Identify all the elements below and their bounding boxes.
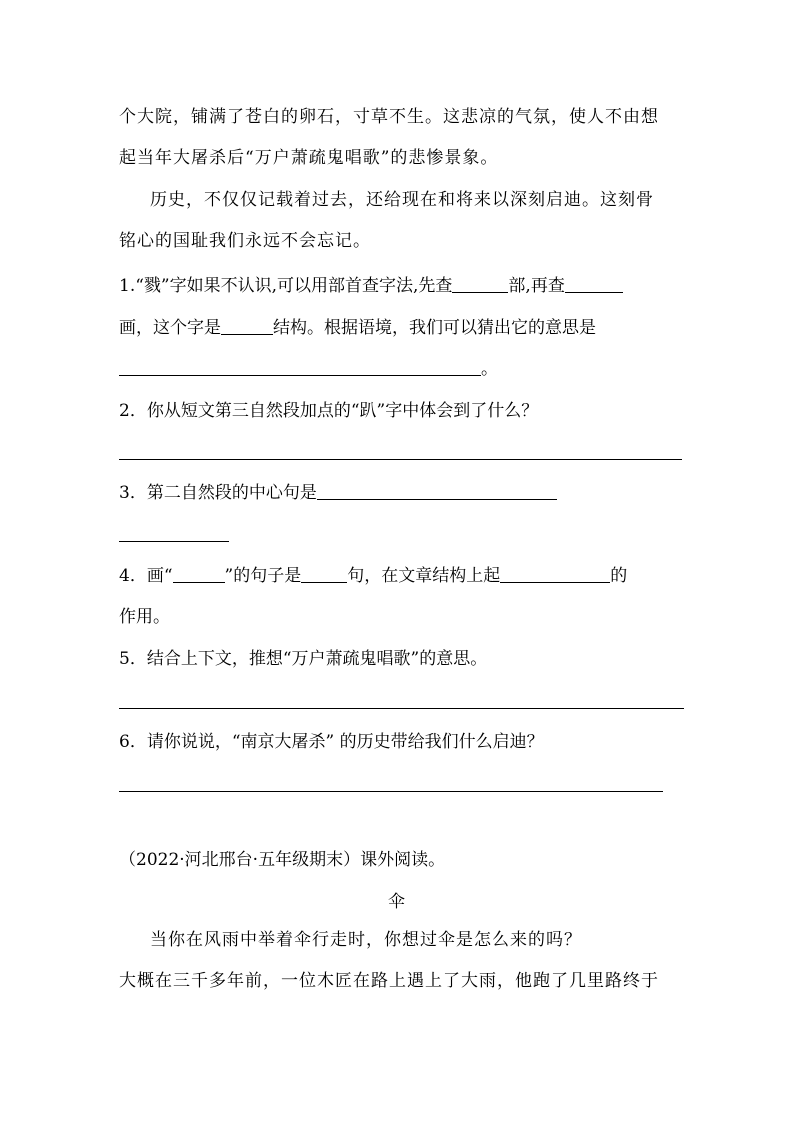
question-4-line-1 — [119, 565, 627, 587]
q1-text-d: 结构。根据语境，我们可以猜出它的意思是 — [273, 318, 596, 338]
q6-answer-line[interactable] — [119, 791, 663, 792]
question-4-line-2: 作用。 — [119, 607, 170, 627]
q1-text-end: 。 — [481, 359, 498, 379]
q1-text-b: 部,再查 — [508, 276, 565, 296]
q4-blank-mark[interactable] — [173, 566, 225, 583]
passage-line-4: 铭心的国耻我们永远不会忘记。 — [119, 231, 371, 251]
q4-text-b: ”的句子是 — [224, 566, 302, 586]
q1-blank-strokes[interactable] — [565, 276, 623, 293]
q4-blank-type[interactable] — [301, 566, 347, 583]
question-6: 6．请你说说，“南京大屠杀” 的历史带给我们什么启迪？ — [119, 732, 544, 752]
question-2: 2．你从短文第三自然段加点的“趴”字中体会到了什么？ — [119, 401, 539, 421]
section-paragraph-1: 当你在风雨中举着伞行走时，你想过伞是怎么来的吗？ — [150, 930, 582, 950]
section-source: （2022·河北邢台·五年级期末）课外阅读。 — [119, 850, 446, 870]
question-1-line-2 — [119, 317, 596, 339]
question-1-line-1 — [119, 275, 623, 297]
question-1-line-3 — [119, 358, 498, 380]
q4-text-c: 句，在文章结构上起 — [347, 566, 501, 586]
question-3 — [119, 482, 557, 504]
q1-text-a: 1.“戮”字如果不认识,可以用部首查字法,先查 — [119, 276, 453, 296]
q3-text: 3．第二自然段的中心句是 — [119, 483, 317, 503]
q4-blank-role[interactable] — [500, 566, 610, 583]
q3-blank-1[interactable] — [317, 483, 557, 500]
q5-answer-line[interactable] — [119, 708, 684, 709]
section-title: 伞 — [388, 892, 406, 912]
q1-blank-meaning[interactable] — [119, 359, 481, 376]
q2-answer-line[interactable] — [119, 459, 682, 460]
section-paragraph-2: 大概在三千多年前，一位木匠在路上遇上了大雨，他跑了几里路终于 — [119, 971, 659, 991]
question-5: 5．结合上下文，推想“万户萧疏鬼唱歌”的意思。 — [119, 649, 488, 669]
q1-blank-radical[interactable] — [452, 276, 508, 293]
passage-line-2: 起当年大屠杀后“万户萧疏鬼唱歌”的悲惨景象。 — [119, 148, 499, 168]
q4-text-a: 4．画“ — [119, 566, 173, 586]
q1-blank-structure[interactable] — [221, 318, 273, 335]
q4-text-d: 的 — [610, 566, 628, 586]
passage-line-3: 历史，不仅仅记载着过去，还给现在和将来以深刻启迪。这刻骨 — [150, 190, 654, 210]
q1-text-c: 画，这个字是 — [119, 318, 221, 338]
passage-line-1: 个大院，铺满了苍白的卵石，寸草不生。这悲凉的气氛，使人不由想 — [119, 107, 659, 127]
q3-blank-2[interactable] — [119, 541, 229, 542]
